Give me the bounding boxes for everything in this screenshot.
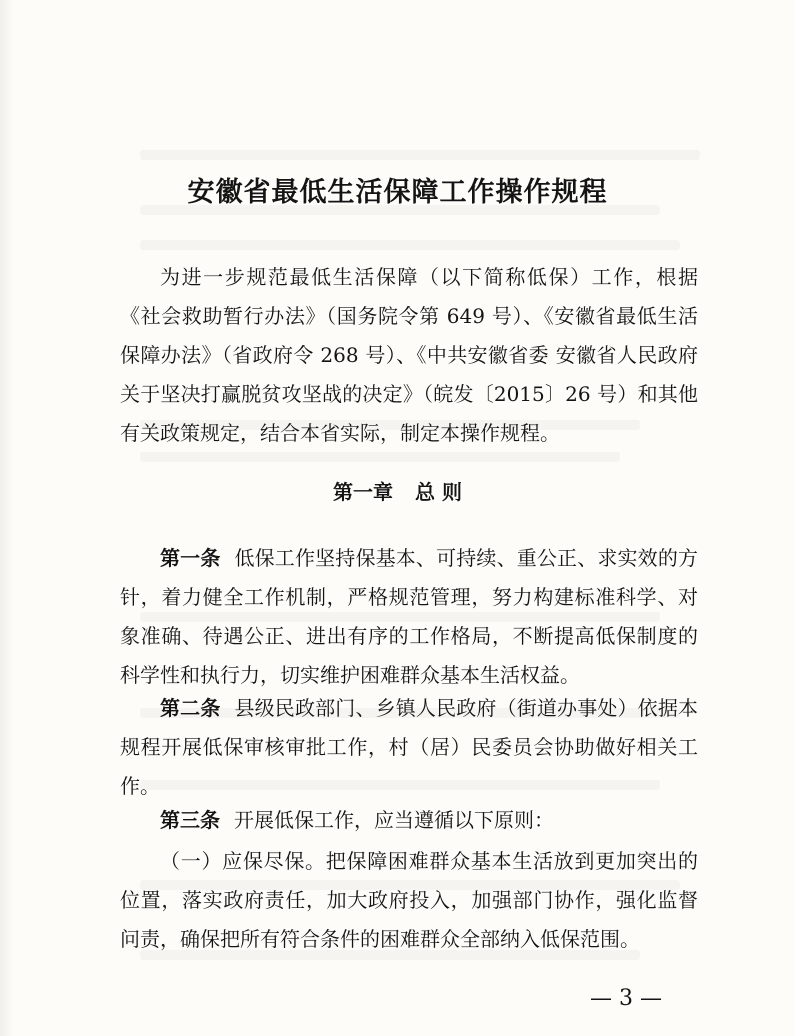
preamble-paragraph: 为进一步规范最低生活保障（以下简称低保）工作，根据《社会救助暂行办法》（国务院令第 649 号）、《安徽省最低生活保障办法》（省政府令 268 号）、《中共安徽省委 安徽省人民政府关于坚决打赢脱贫攻坚战的决定》（皖发〔2015〕26 号）和其他有关政策规定，结合本省实际，制定本操作规程。 — [120, 265, 698, 445]
chapter-number: 第一章 — [333, 480, 394, 504]
article-3-label: 第三条 — [160, 808, 220, 832]
document-title: 安徽省最低生活保障工作操作规程 — [187, 177, 608, 208]
article-1-label: 第一条 — [160, 546, 221, 570]
article-2 — [120, 689, 698, 806]
scan-shadow-edge — [0, 0, 14, 1036]
principle-1-paragraph: （一）应保尽保。把保障困难群众基本生活放到更加突出的位置，落实政府责任，加大政府投入，加强部门协作，强化监督问责，确保把所有符合条件的困难群众全部纳入低保范围。 — [120, 849, 698, 951]
article-2-text: 县级民政部门、乡镇人民政府（街道办事处）依据本规程开展低保审核审批工作，村（居）民委员会协助做好相关工作。 — [120, 696, 699, 798]
article-3 — [120, 801, 698, 840]
show-through-line — [140, 150, 700, 160]
show-through-line — [140, 452, 620, 462]
article-2-label: 第二条 — [160, 696, 221, 720]
show-through-line — [140, 240, 680, 250]
article-1-text: 低保工作坚持保基本、可持续、重公正、求实效的方针，着力健全工作机制，严格规范管理，努力构建标准科学、对象准确、待遇公正、进出有序的工作格局，不断提高低保制度的科学性和执行力，切实维护困难群众基本生活权益。 — [120, 546, 699, 687]
chapter-heading — [0, 476, 795, 505]
chapter-name: 总 则 — [415, 480, 462, 504]
page-number: — 3 — — [590, 986, 662, 1011]
article-3-text: 开展低保工作，应当遵循以下原则： — [234, 808, 554, 832]
article-1 — [120, 539, 698, 695]
